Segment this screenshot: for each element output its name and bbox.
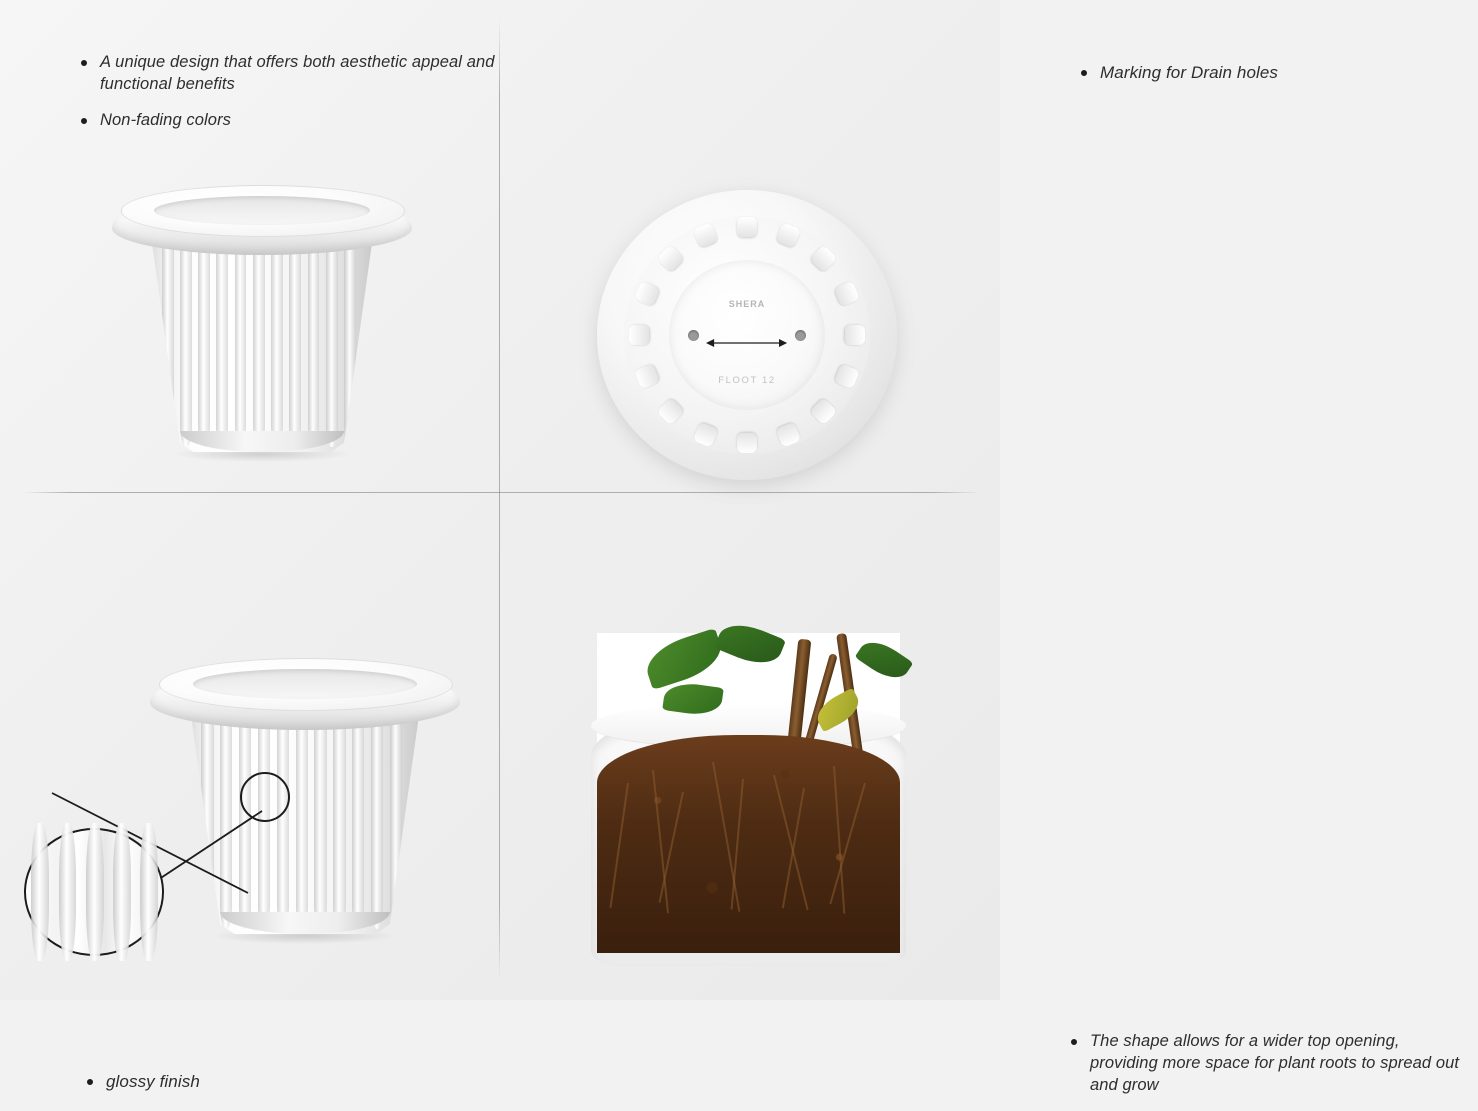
soil-root-ball <box>597 735 900 953</box>
bullet-list-top-right <box>1078 62 1478 99</box>
drain-spacing-arrow-icon <box>706 332 787 354</box>
bullet-glossy-finish: glossy finish <box>84 1071 464 1094</box>
bullet-non-fading-colors: Non-fading colors <box>78 110 498 132</box>
leaf <box>641 628 728 690</box>
model-label: FLOOT 12 <box>718 375 776 387</box>
bullet-list-bottom-right <box>1068 1031 1468 1111</box>
bullet-unique-design: A unique design that offers both aesthetic appeal and functional benefits <box>78 52 498 96</box>
pot-base-ring <box>220 912 390 934</box>
drain-hole-right <box>795 330 806 341</box>
magnified-surface-detail <box>24 828 164 956</box>
pot-opening <box>193 669 416 699</box>
pot-image-top-left <box>112 168 412 458</box>
bullet-drain-hole-marking: Marking for Drain holes <box>1078 62 1478 85</box>
pot-image-bottom-left <box>150 640 460 940</box>
drain-hole-left <box>688 330 699 341</box>
pot-base-center-disc <box>669 260 825 411</box>
pot-opening <box>154 196 370 225</box>
root-ball-photo <box>597 633 900 953</box>
bullet-list-top-left <box>78 52 498 146</box>
pot-base-image <box>597 190 897 480</box>
callout-focus-circle <box>240 772 290 822</box>
pot-base-ring <box>180 431 344 452</box>
magnifier-circle <box>24 828 164 956</box>
bullet-list-bottom-left <box>84 1071 464 1108</box>
bullet-wider-top-opening: The shape allows for a wider top opening, providing more space for plant roots to spread out and grow <box>1068 1031 1468 1097</box>
brand-label: SHERA <box>728 298 766 309</box>
quadrant-design-and-color <box>0 0 499 492</box>
